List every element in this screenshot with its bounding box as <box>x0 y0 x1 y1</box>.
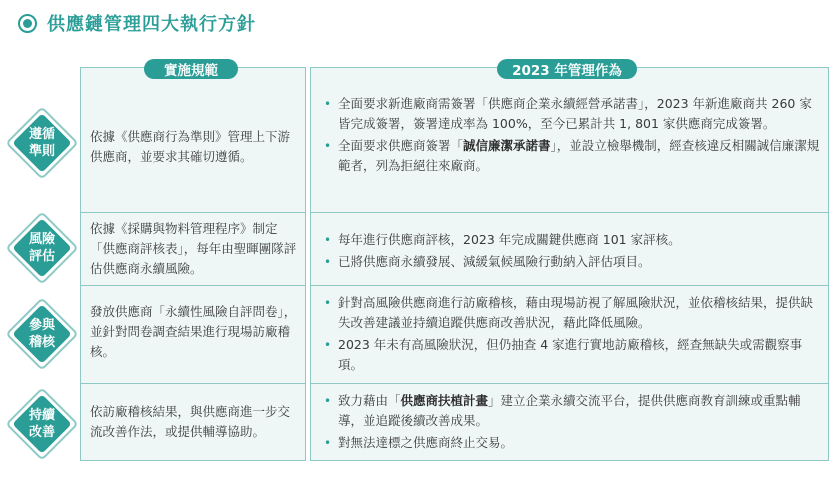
list-item: • 針對高風險供應商進行訪廠稽核，藉由現場訪視了解風險狀況，並依稽核結果，提供缺失改善建議並持續追蹤供應商改善狀況，藉此降低風險。 <box>324 295 814 330</box>
policy-text: 依訪廠稽核結果，與供應商進一步交流改善作法，或提供輔導協助。 <box>90 404 291 439</box>
row-divider <box>310 383 829 384</box>
list-item: • 全面要求供應商簽署「誠信廉潔承諾書」，並設立檢舉機制，經查核違反相關誠信廉潔規範者，列為拒絕往來廠商。 <box>324 138 820 173</box>
list-item: • 每年進行供應商評核，2023 年完成關鍵供應商 101 家評核。 <box>324 232 681 247</box>
row-divider <box>310 285 829 286</box>
badge-label: 遵循 準則 <box>28 127 55 159</box>
row-divider <box>80 285 306 286</box>
badge-label: 風險 評估 <box>28 232 55 264</box>
policy-text: 依據《供應商行為準則》管理上下游供應商，並要求其確切遵循。 <box>90 129 291 164</box>
policy-header: 實施規範 <box>144 59 238 79</box>
badge-label: 持續 改善 <box>28 408 55 440</box>
row-divider <box>80 212 306 213</box>
badge-risk-assessment <box>8 214 76 282</box>
list-item: • 全面要求新進廠商需簽署「供應商企業永續經營承諾書」，2023 年新進廠商共 260 家皆完成簽署，簽署達成率為 100%，至今已累計共 1, 801 家供應商完成簽署。 <box>324 96 812 131</box>
page-title: 供應鏈管理四大執行方針 <box>47 14 256 35</box>
target-icon <box>18 14 37 33</box>
badge-follow-guidelines <box>8 109 76 177</box>
row-divider <box>310 212 829 213</box>
list-item: • 致力藉由「供應商扶植計畫」建立企業永續交流平台，提供供應商教育訓練或重點輔導，並追蹤後續改善成果。 <box>324 393 801 428</box>
badge-label: 參與 稽核 <box>28 318 55 350</box>
policy-text: 發放供應商「永續性風險自評問卷」，並針對問卷調查結果進行現場訪廠稽核。 <box>90 304 297 359</box>
action-list <box>320 94 820 178</box>
row-divider <box>80 383 306 384</box>
list-item: • 2023 年未有高風險狀況，但仍抽查 4 家進行實地訪廠稽核，經查無缺失或需觀察事項。 <box>324 337 803 372</box>
title-row <box>18 10 256 36</box>
policy-text: 依據《採購與物料管理程序》制定「供應商評核表」，每年由聖暉團隊評估供應商永續風險。 <box>90 221 297 276</box>
action-list <box>320 391 820 455</box>
action-list <box>320 230 820 274</box>
actions-header: 2023 年管理作為 <box>497 59 637 79</box>
list-item: • 對無法達標之供應商終止交易。 <box>324 435 514 450</box>
action-list <box>320 293 820 377</box>
badge-continuous-improvement <box>8 390 76 458</box>
list-item: • 已將供應商永續發展、減緩氣候風險行動納入評估項目。 <box>324 254 651 269</box>
badge-audit-participation <box>8 300 76 368</box>
